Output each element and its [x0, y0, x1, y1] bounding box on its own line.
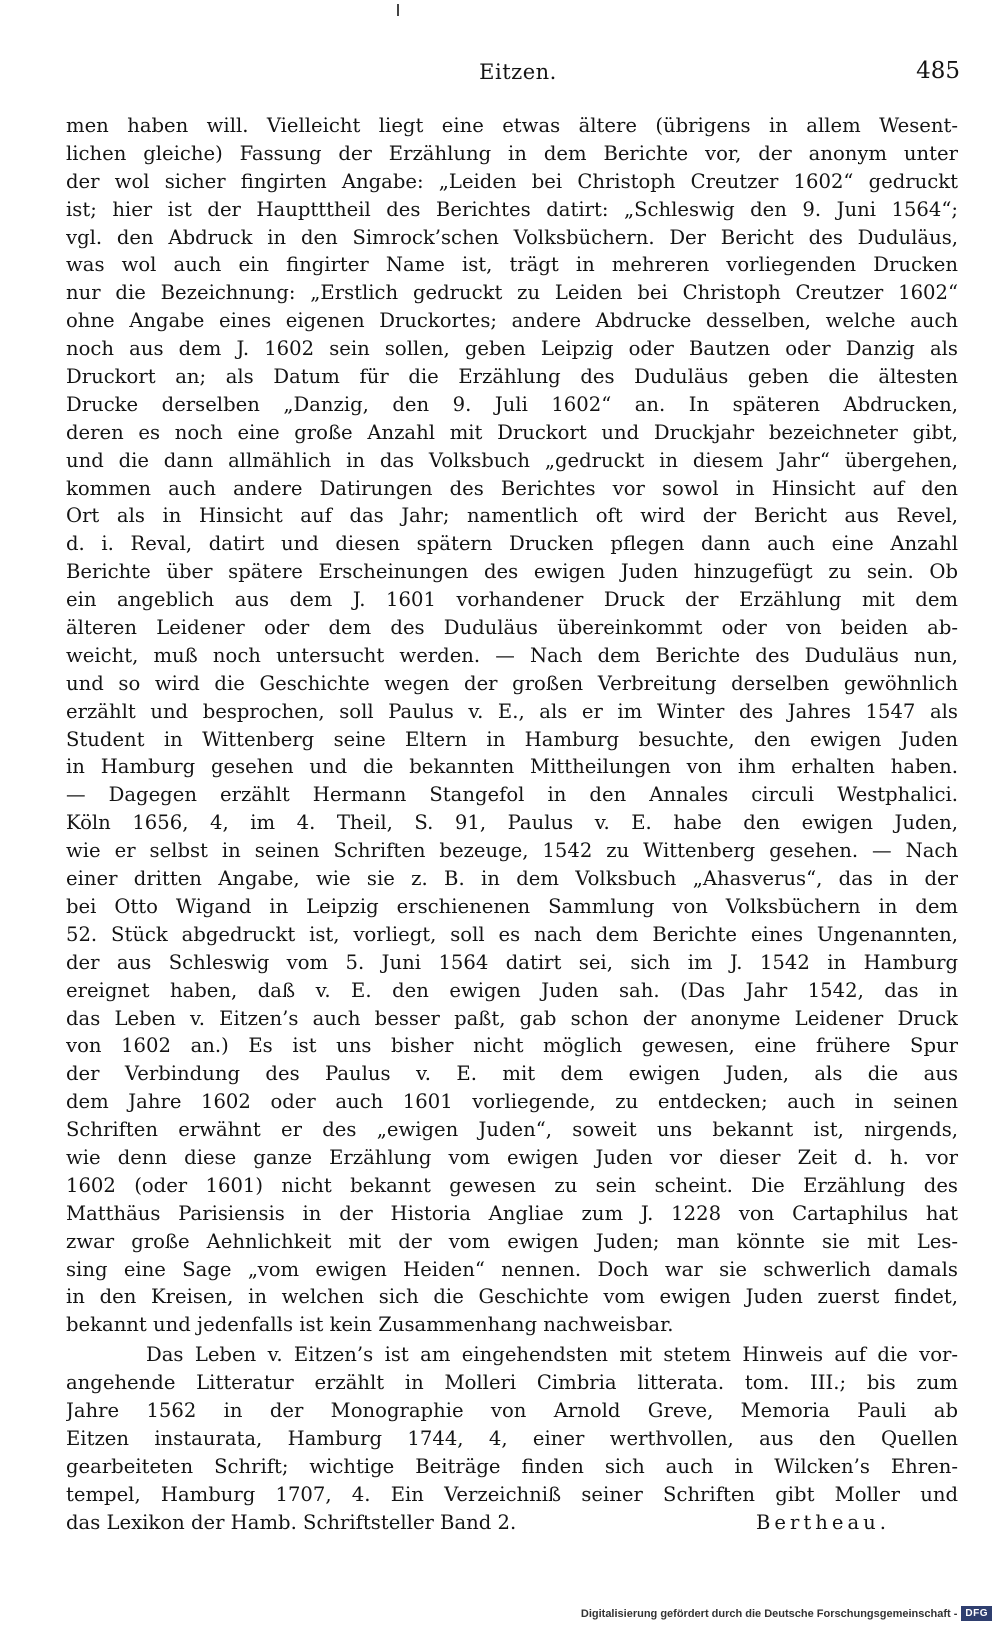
page-number: 485	[916, 58, 960, 84]
text-line: tempel, Hamburg 1707, 4. Ein Verzeichniß seiner Schriften gibt Moller und	[66, 1482, 958, 1506]
text-line: 1602 (oder 1601) nicht bekannt gewesen zu sein scheint. Die Erzählung des	[66, 1173, 958, 1197]
text-line: zwar große Aehnlichkeit mit der vom ewigen Juden; man könnte sie mit Les-	[66, 1229, 958, 1253]
text-line: men haben will. Vielleicht liegt eine etwas ältere (übrigens in allem Wesent-	[66, 114, 958, 137]
text-line: noch aus dem J. 1602 sein sollen, geben Leipzig oder Bautzen oder Danzig als	[66, 337, 958, 361]
text-line: das Leben v. Eitzen’s auch besser paßt, gab schon der anonyme Leidener Druck	[66, 1006, 958, 1030]
text-line: d. i. Reval, datirt und diesen spätern Drucken pflegen dann auch eine Anzahl	[66, 532, 958, 556]
text-line: ereignet haben, daß v. E. den ewigen Juden sah. (Das Jahr 1542, das in	[66, 978, 958, 1002]
text-line: gearbeiteten Schrift; wichtige Beiträge finden sich auch in Wilcken’s Ehren-	[66, 1454, 958, 1478]
digitization-credit	[581, 1606, 992, 1621]
text-line: wie denn diese ganze Erzählung vom ewigen Juden vor dieser Zeit d. h. vor	[66, 1145, 958, 1169]
closing-line	[66, 1509, 958, 1537]
text-line: bei Otto Wigand in Leipzig erschienenen Sammlung von Volksbüchern in dem	[66, 894, 958, 918]
scan-mark	[397, 4, 399, 16]
text-line: vgl. den Abdruck in den Simrock’schen Volksbüchern. Der Bericht des Duduläus,	[66, 225, 958, 249]
text-line: Druckort an; als Datum für die Erzählung des Duduläus geben die ältesten	[66, 365, 958, 389]
text-line: erzählt und besprochen, soll Paulus v. E., als er im Winter des Jahres 1547 als	[66, 699, 958, 723]
text-line: einer dritten Angabe, wie sie z. B. in dem Volksbuch „Ahasverus“, das in der	[66, 867, 958, 891]
text-line: Drucke derselben „Danzig, den 9. Juli 1602“ an. In späteren Abdrucken,	[66, 392, 958, 416]
text-line: in Hamburg gesehen und die bekannten Mittheilungen von ihm erhalten haben.	[66, 755, 958, 779]
text-line: Ort als in Hinsicht auf das Jahr; namentlich oft wird der Bericht aus Revel,	[66, 504, 958, 528]
text-line: Matthäus Parisiensis in der Historia Angliae zum J. 1228 von Cartaphilus hat	[66, 1201, 958, 1225]
text-line: dem Jahre 1602 oder auch 1601 vorliegende, zu entdecken; auch in seinen	[66, 1090, 958, 1114]
text-line: Das Leben v. Eitzen’s ist am eingehendsten mit stetem Hinweis auf die vor-	[146, 1343, 958, 1367]
text-line: sing eine Sage „vom ewigen Heiden“ nennen. Doch war sie schwerlich damals	[66, 1257, 958, 1281]
text-line: der Verbindung des Paulus v. E. mit dem ewigen Juden, als die aus	[66, 1062, 958, 1086]
text-line: ein angeblich aus dem J. 1601 vorhandener Druck der Erzählung mit dem	[66, 588, 958, 612]
text-line: Eitzen instaurata, Hamburg 1744, 4, einer werthvollen, aus den Quellen	[66, 1426, 958, 1450]
author-signature: Bertheau.	[756, 1510, 890, 1534]
text-line: ist; hier ist der Hauptttheil des Berichtes datirt: „Schleswig den 9. Juni 1564“;	[66, 197, 958, 221]
dfg-logo: DFG	[961, 1606, 992, 1621]
text-line: — Dagegen erzählt Hermann Stangefol in den Annales circuli Westphalici.	[66, 783, 958, 807]
text-line: nur die Bezeichnung: „Erstlich gedruckt zu Leiden bei Christoph Creutzer 1602“	[66, 281, 958, 305]
text-line: das Lexikon der Hamb. Schriftsteller Band 2.	[66, 1510, 517, 1534]
text-line: Student in Wittenberg seine Eltern in Hamburg besuchte, den ewigen Juden	[66, 727, 958, 751]
body-text	[66, 112, 958, 1536]
text-line: Köln 1656, 4, im 4. Theil, S. 91, Paulus v. E. habe den ewigen Juden,	[66, 811, 958, 835]
text-line: von 1602 an.) Es ist uns bisher nicht möglich gewesen, eine frühere Spur	[66, 1034, 958, 1058]
text-line: deren es noch eine große Anzahl mit Druckort und Druckjahr bezeichneter gibt,	[66, 420, 958, 444]
text-line: ohne Angabe eines eigenen Druckortes; andere Abdrucke desselben, welche auch	[66, 309, 958, 333]
text-line: älteren Leidener oder dem des Duduläus übereinkommt oder von beiden ab-	[66, 616, 958, 640]
text-line: lichen gleiche) Fassung der Erzählung in dem Berichte vor, der anonym unter	[66, 141, 958, 165]
text-line: bekannt und jedenfalls ist kein Zusammenhang nachweisbar.	[66, 1313, 674, 1337]
text-line: Schriften erwähnt er des „ewigen Juden“, soweit uns bekannt ist, nirgends,	[66, 1118, 958, 1142]
text-line: wie er selbst in seinen Schriften bezeuge, 1542 zu Wittenberg gesehen. — Nach	[66, 839, 958, 863]
credit-text: Digitalisierung gefördert durch die Deutsche Forschungsgemeinschaft -	[580, 1607, 958, 1620]
text-line: 52. Stück abgedruckt ist, vorliegt, soll es nach dem Berichte eines Ungenannten,	[66, 922, 958, 946]
text-line: der wol sicher fingirten Angabe: „Leiden bei Christoph Creutzer 1602“ gedruckt	[66, 169, 958, 193]
paragraph-1	[66, 112, 958, 1339]
paragraph-2	[66, 1341, 958, 1536]
text-line: weicht, muß noch untersucht werden. — Nach dem Berichte des Duduläus nun,	[66, 643, 958, 667]
text-line: kommen auch andere Datirungen des Berichtes vor sowol in Hinsicht auf den	[66, 476, 958, 500]
text-line: Jahre 1562 in der Monographie von Arnold Greve, Memoria Pauli ab	[66, 1398, 958, 1422]
text-line: was wol auch ein fingirter Name ist, trägt in mehreren vorliegenden Drucken	[66, 253, 958, 277]
running-title: Eitzen.	[479, 60, 557, 84]
text-line: der aus Schleswig vom 5. Juni 1564 datirt sei, sich im J. 1542 in Hamburg	[66, 950, 958, 974]
text-line: angehende Litteratur erzählt in Molleri Cimbria litterata. tom. III.; bis zum	[66, 1371, 958, 1395]
text-line: Berichte über spätere Erscheinungen des ewigen Juden hinzugefügt zu sein. Ob	[66, 560, 958, 584]
text-line: und die dann allmählich in das Volksbuch „gedruckt in diesem Jahr“ übergehen,	[66, 448, 958, 472]
text-line: und so wird die Geschichte wegen der großen Verbreitung derselben gewöhnlich	[66, 671, 958, 695]
page-header	[68, 56, 968, 96]
text-line: in den Kreisen, in welchen sich die Geschichte vom ewigen Juden zuerst findet,	[66, 1285, 958, 1309]
